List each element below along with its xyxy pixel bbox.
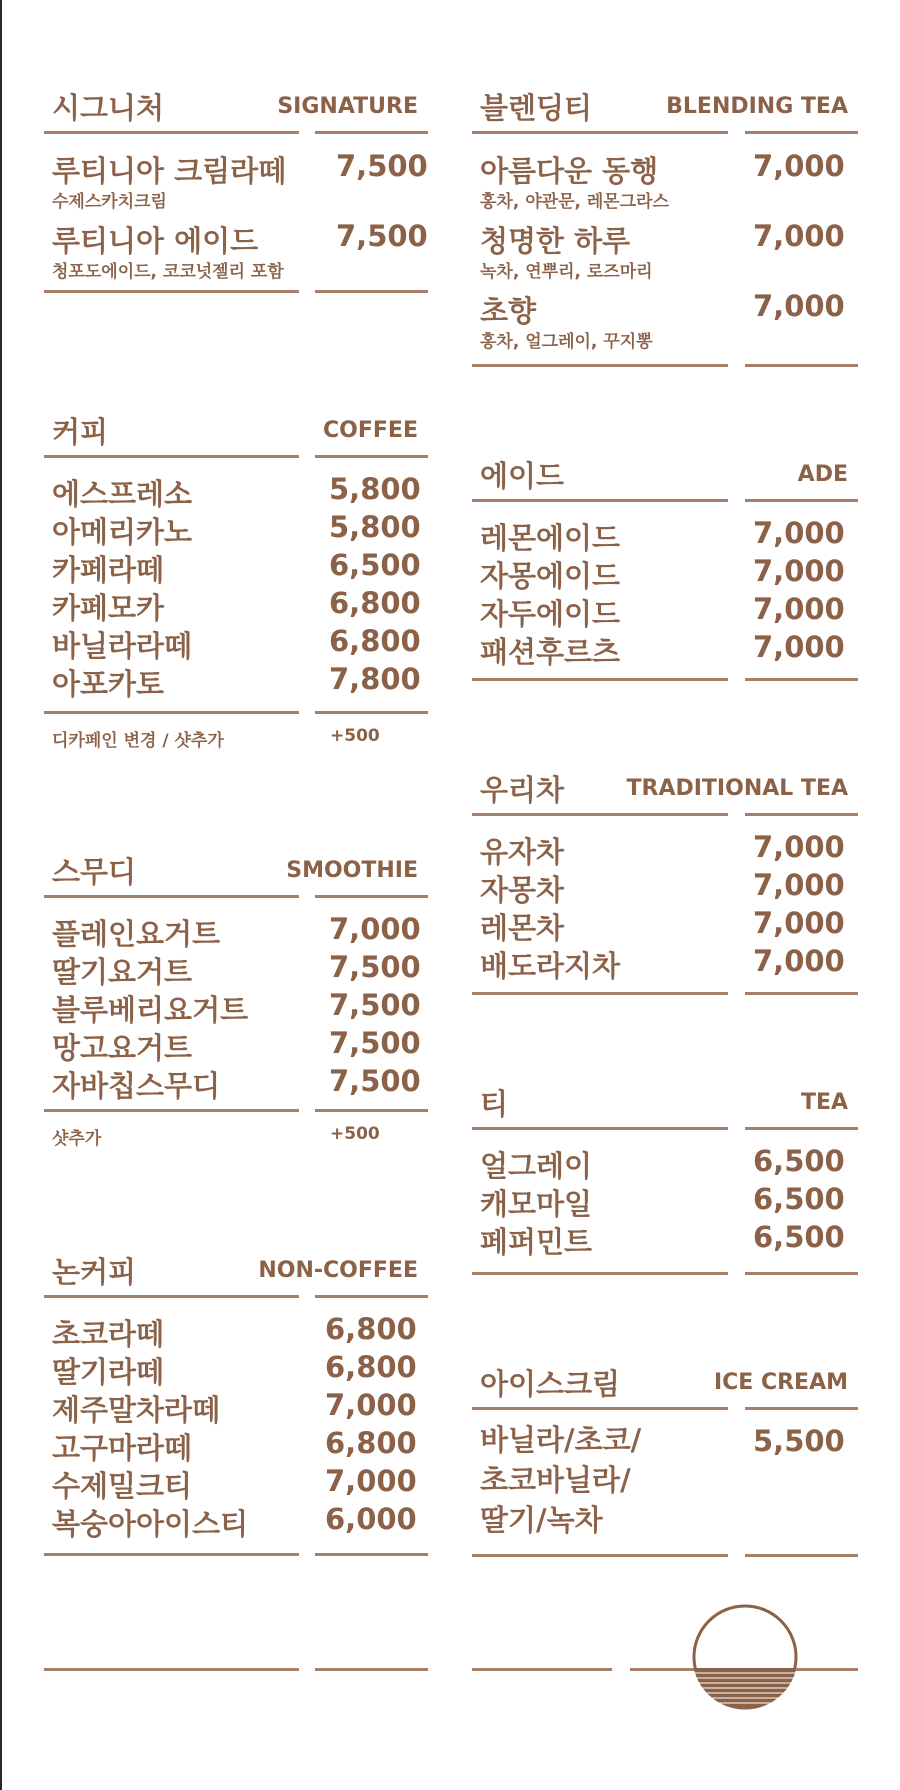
item-name: 자바칩스무디 [52, 1069, 221, 1103]
item-name: 레몬차 [480, 911, 565, 945]
header-rule [44, 1295, 299, 1298]
item-name: 유자차 [480, 835, 565, 869]
item-name: 카페라떼 [52, 553, 165, 587]
footer-rule [472, 364, 728, 367]
section-ice-cream [472, 1362, 858, 1562]
item-name: 바닐라라떼 [52, 629, 193, 663]
section-title-kr: 아이스크림 [480, 1367, 621, 1401]
item-name: 복숭아아이스티 [52, 1507, 249, 1541]
footer-rule [44, 290, 299, 293]
item-desc: 녹차, 연뿌리, 로즈마리 [480, 262, 653, 282]
section-title-kr: 스무디 [52, 855, 137, 889]
ice-cream-flavors [480, 1420, 641, 1540]
item-desc: 홍차, 야관문, 레몬그라스 [480, 192, 669, 212]
item-price: 6,000 [325, 1502, 417, 1536]
item-name: 아름다운 동행 [480, 154, 659, 188]
section-header [44, 850, 428, 890]
item-price: 7,000 [753, 630, 845, 664]
section-title-kr: 티 [480, 1087, 509, 1121]
section-header [472, 768, 858, 808]
item-price: 6,500 [753, 1220, 845, 1254]
item-price: 6,800 [325, 1312, 417, 1346]
option-note: 디카페인 변경 / 샷추가 [52, 731, 224, 751]
header-rule [472, 1127, 728, 1130]
item-name: 자두에이드 [480, 597, 621, 631]
item-price: 5,500 [753, 1424, 845, 1458]
item-name: 배도라지차 [480, 949, 621, 983]
footer-rule [44, 1553, 299, 1556]
footer-rule [315, 711, 428, 714]
item-name: 딸기라떼 [52, 1355, 165, 1389]
item-price: 7,500 [329, 950, 421, 984]
footer-rule [472, 992, 728, 995]
header-rule [44, 895, 299, 898]
section-title-kr: 에이드 [480, 459, 565, 493]
header-rule [44, 131, 299, 134]
bottom-rule [472, 1668, 612, 1671]
section-title-en: NON-COFFEE [258, 1258, 418, 1283]
item-name: 루티니아 크림라떼 [52, 154, 287, 188]
section-header [44, 1250, 428, 1290]
item-price: 6,800 [325, 1350, 417, 1384]
section-title-kr: 논커피 [52, 1255, 137, 1289]
section-title-en: TRADITIONAL TEA [626, 776, 848, 801]
item-name: 에스프레소 [52, 477, 193, 511]
item-price: 7,800 [329, 662, 421, 696]
section-title-en: SMOOTHIE [286, 858, 418, 883]
footer-rule [745, 1554, 858, 1557]
item-price: 7,000 [325, 1388, 417, 1422]
item-price: 7,000 [753, 868, 845, 902]
footer-rule [745, 678, 858, 681]
item-price: 6,800 [329, 624, 421, 658]
section-title-kr: 블렌딩티 [480, 91, 593, 125]
section-smoothie [44, 850, 428, 1150]
item-price: 6,500 [753, 1182, 845, 1216]
section-signature [44, 86, 428, 296]
section-title-en: BLENDING TEA [666, 94, 848, 119]
header-rule [745, 813, 858, 816]
flavor-line: 딸기/녹차 [480, 1503, 603, 1537]
header-rule [315, 131, 428, 134]
header-rule [44, 455, 299, 458]
item-price: 5,800 [329, 472, 421, 506]
header-rule [472, 499, 728, 502]
left-border [0, 0, 2, 1790]
item-name: 캐모마일 [480, 1187, 593, 1221]
header-rule [472, 131, 728, 134]
item-name: 루티니아 에이드 [52, 224, 259, 258]
item-name: 청명한 하루 [480, 224, 631, 258]
footer-rule [472, 678, 728, 681]
item-price: 7,500 [329, 988, 421, 1022]
section-ade [472, 454, 858, 694]
item-price: 5,800 [329, 510, 421, 544]
option-price: +500 [330, 1124, 380, 1144]
section-title-kr: 시그니처 [52, 91, 165, 125]
section-noncoffee [44, 1250, 428, 1560]
item-desc: 홍차, 얼그레이, 꾸지뽕 [480, 332, 653, 352]
item-name: 카페모카 [52, 591, 165, 625]
footer-rule [315, 1109, 428, 1112]
section-tea [472, 1082, 858, 1282]
item-price: 7,000 [753, 219, 845, 253]
footer-rule [44, 711, 299, 714]
section-blending-tea [472, 86, 858, 376]
item-name: 제주말차라떼 [52, 1393, 221, 1427]
item-name: 블루베리요거트 [52, 993, 249, 1027]
item-name: 딸기요거트 [52, 955, 193, 989]
item-name: 레몬에이드 [480, 521, 621, 555]
footer-rule [745, 992, 858, 995]
item-name: 패션후르츠 [480, 635, 621, 669]
flavor-line: 바닐라/초코/ [480, 1423, 642, 1457]
section-header [472, 454, 858, 494]
header-rule [745, 131, 858, 134]
header-rule [472, 1407, 728, 1410]
item-price: 7,000 [753, 944, 845, 978]
item-name: 망고요거트 [52, 1031, 193, 1065]
item-price: 6,800 [325, 1426, 417, 1460]
item-price: 7,000 [753, 830, 845, 864]
section-title-kr: 우리차 [480, 773, 565, 807]
header-rule [315, 895, 428, 898]
item-price: 7,000 [753, 149, 845, 183]
item-price: 6,800 [329, 586, 421, 620]
footer-rule [315, 290, 428, 293]
section-coffee [44, 410, 428, 750]
section-header [472, 1082, 858, 1122]
section-title-en: ADE [797, 462, 848, 487]
option-price: +500 [330, 726, 380, 746]
item-name: 아포카토 [52, 667, 165, 701]
header-rule [315, 1295, 428, 1298]
header-rule [472, 813, 728, 816]
section-header [44, 410, 428, 450]
item-price: 6,500 [753, 1144, 845, 1178]
item-price: 7,000 [753, 906, 845, 940]
item-price: 7,000 [753, 289, 845, 323]
item-name: 페퍼민트 [480, 1225, 593, 1259]
item-price: 7,500 [329, 1064, 421, 1098]
item-name: 초향 [480, 294, 537, 328]
section-title-en: ICE CREAM [713, 1370, 848, 1395]
item-price: 7,000 [753, 554, 845, 588]
header-rule [745, 499, 858, 502]
item-price: 7,500 [336, 219, 428, 253]
bottom-rule [44, 1668, 299, 1671]
footer-rule [472, 1554, 728, 1557]
footer-rule [745, 1272, 858, 1275]
item-name: 수제밀크티 [52, 1469, 193, 1503]
item-name: 자몽에이드 [480, 559, 621, 593]
item-desc: 청포도에이드, 코코넛젤리 포함 [52, 262, 284, 282]
header-rule [745, 1127, 858, 1130]
item-price: 7,000 [325, 1464, 417, 1498]
section-title-kr: 커피 [52, 415, 109, 449]
item-name: 초코라떼 [52, 1317, 165, 1351]
item-name: 아메리카노 [52, 515, 193, 549]
item-price: 7,500 [329, 1026, 421, 1060]
section-traditional-tea [472, 768, 858, 1008]
option-note: 샷추가 [52, 1129, 102, 1149]
item-price: 7,000 [753, 592, 845, 626]
item-name: 얼그레이 [480, 1149, 593, 1183]
footer-rule [315, 1553, 428, 1556]
item-name: 고구마라떼 [52, 1431, 193, 1465]
item-price: 7,500 [336, 149, 428, 183]
section-title-en: SIGNATURE [277, 94, 418, 119]
item-desc: 수제스카치크림 [52, 192, 167, 212]
section-header [44, 86, 428, 126]
section-header [472, 86, 858, 126]
item-price: 6,500 [329, 548, 421, 582]
header-rule [745, 1407, 858, 1410]
item-price: 7,000 [329, 912, 421, 946]
footer-rule [44, 1109, 299, 1112]
item-price: 7,000 [753, 516, 845, 550]
sunset-logo-icon [690, 1602, 800, 1712]
section-title-en: TEA [800, 1090, 848, 1115]
footer-rule [472, 1272, 728, 1275]
section-title-en: COFFEE [323, 418, 418, 443]
footer-rule [745, 364, 858, 367]
item-name: 플레인요거트 [52, 917, 221, 951]
flavor-line: 초코바닐라/ [480, 1463, 631, 1497]
header-rule [315, 455, 428, 458]
item-name: 자몽차 [480, 873, 565, 907]
section-header [472, 1362, 858, 1402]
bottom-rule [315, 1668, 428, 1671]
